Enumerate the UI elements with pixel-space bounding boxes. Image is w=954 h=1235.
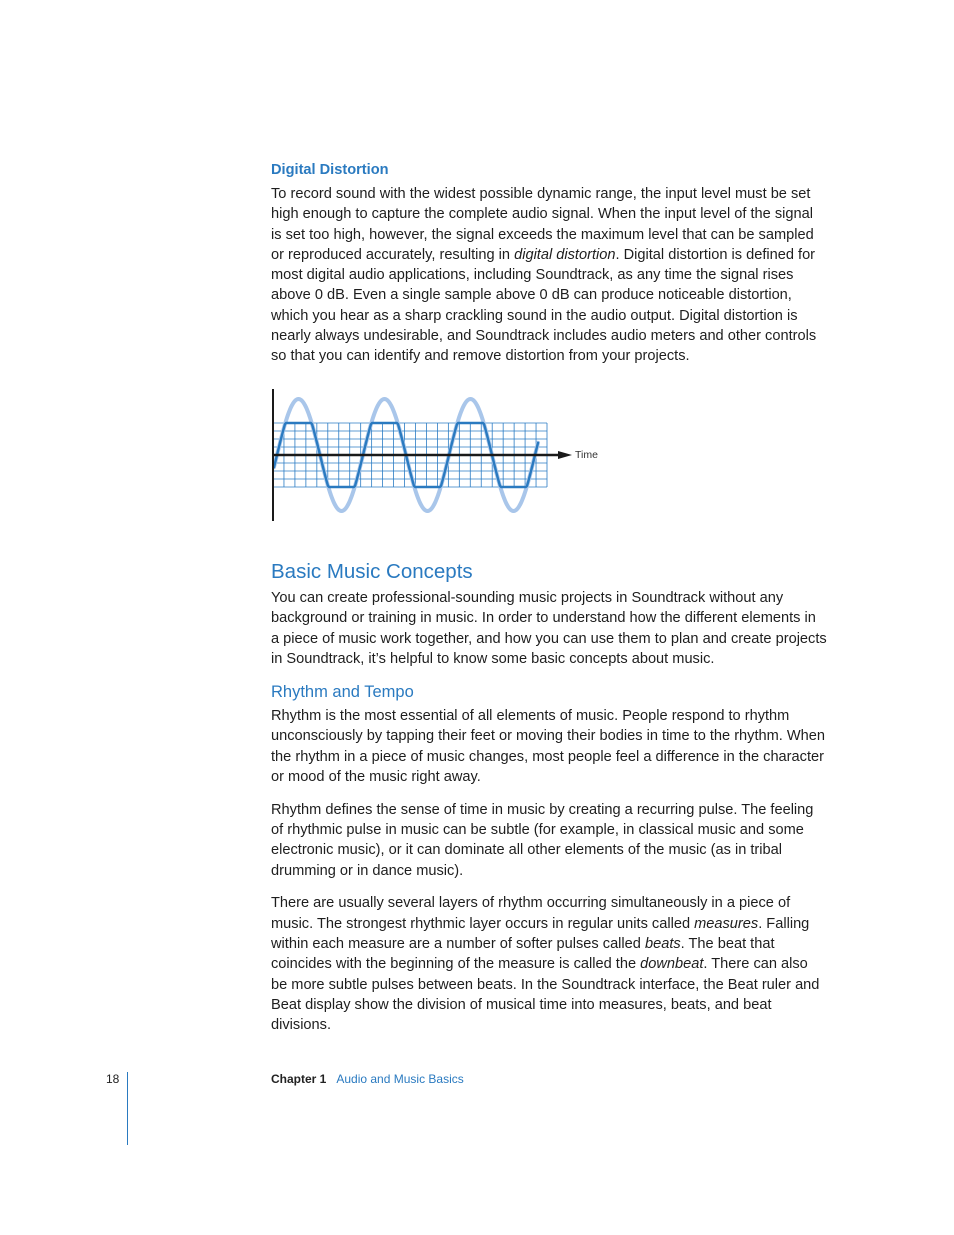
term-digital-distortion: digital distortion: [514, 246, 616, 263]
digital-distortion-heading: Digital Distortion: [271, 162, 389, 178]
digital-distortion-body: [271, 184, 827, 367]
time-label: Time: [575, 449, 598, 461]
chapter-title: Audio and Music Basics: [336, 1072, 464, 1086]
basic-music-concepts-heading: Basic Music Concepts: [271, 560, 473, 583]
footer-chapter: [271, 1072, 464, 1086]
chapter-label: Chapter 1: [271, 1072, 327, 1086]
rhythm-body: [271, 706, 827, 1035]
rhythm-paragraph-1: Rhythm is the most essential of all elements of music. People respond to rhythm unconsciously by tapping their feet or moving their bodies in time to the rhythm. When the rhythm in a piece of music changes, most people feel a difference in the character or mood of the music right away.: [271, 708, 826, 785]
distortion-figure: [268, 385, 608, 530]
page-number: 18: [106, 1072, 120, 1086]
term-measures: measures: [694, 915, 759, 932]
basic-music-paragraph: You can create professional-sounding music projects in Soundtrack without any background or training in music. In order to understand how the different elements in a piece of music work together, and how you can use them to plan and create projects in Soundtrack, it’s helpful to know some basic concepts about music.: [271, 590, 827, 667]
basic-music-body: [271, 588, 827, 669]
term-beats: beats: [644, 935, 681, 952]
time-axis-arrow: [558, 451, 572, 459]
rhythm-paragraph-3: There are usually several layers of rhythm occurring simultaneously in a piece of music. The strongest rhythmic layer occurs in regular units called measures. Falling within each measure are a number of softer pulses called beats. The beat that coincides with the beginning of the measure is called the downbeat. There can also be more subtle pulses between beats. In the Soundtrack interface, the Beat ruler and Beat display show the division of musical time into measures, beats, and beat divisions.: [271, 895, 820, 1034]
rhythm-and-tempo-heading: Rhythm and Tempo: [271, 683, 414, 701]
term-downbeat: downbeat: [640, 956, 704, 973]
rhythm-paragraph-2: Rhythm defines the sense of time in music by creating a recurring pulse. The feeling of rhythmic pulse in music can be subtle (for example, in classical music and some electronic music), or it can dominate all other elements of the music (as in tribal drumming or in dance music).: [271, 801, 814, 879]
footer-rule: [127, 1072, 128, 1145]
distortion-diagram: [268, 385, 608, 525]
digital-distortion-paragraph: To record sound with the widest possible dynamic range, the input level must be set high enough to capture the complete audio signal. When the input level of the signal is set too high, however, the signal exceeds the maximum level that can be sampled or reproduced accurately, resulting in digital distortion. Digital distortion is defined for most digital audio applications, including Soundtrack, as any time the signal rises above 0 dB. Even a single sample above 0 dB can produce noticeable distortion, which you hear as a sharp crackling sound in the audio output. Digital distortion is nearly always undesirable, and Soundtrack includes audio meters and other controls so that you can identify and remove distortion from your projects.: [271, 186, 817, 365]
